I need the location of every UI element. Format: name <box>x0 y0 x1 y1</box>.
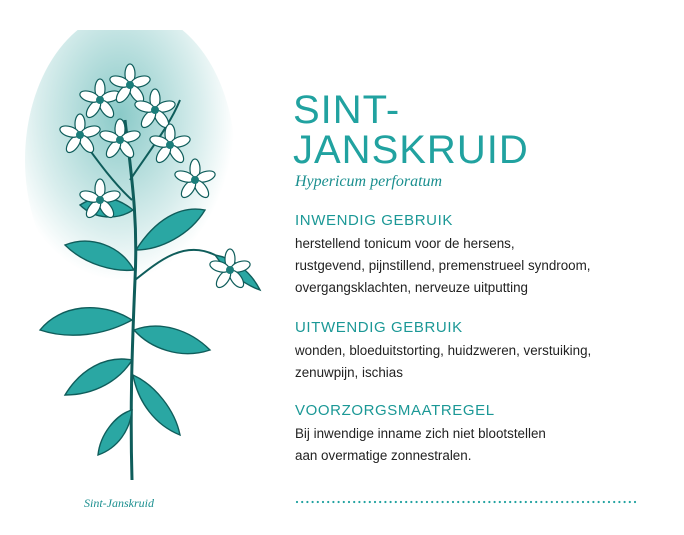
section-internal-use <box>295 212 665 299</box>
title-line-2: JANSKRUID <box>293 128 529 172</box>
dotted-divider <box>295 498 641 506</box>
text-line: zenuwpijn, ischias <box>295 365 403 380</box>
section-precaution <box>295 402 665 467</box>
title-line-1: SINT- <box>293 88 401 132</box>
text-line: overgangsklachten, nerveuze uitputting <box>295 280 529 295</box>
text-line: aan overmatige zonnestralen. <box>295 448 472 463</box>
section-text <box>295 340 665 384</box>
illustration-caption: Sint-Janskruid <box>84 496 154 510</box>
st-johns-wort-illustration <box>20 30 270 485</box>
section-heading: INWENDIG GEBRUIK <box>295 212 453 229</box>
section-heading: VOORZORGSMAATREGEL <box>295 402 495 419</box>
latin-name: Hypericum perforatum <box>295 173 443 190</box>
section-external-use <box>295 319 665 384</box>
text-line: Bij inwendige inname zich niet blootstellen <box>295 426 546 441</box>
section-heading: UITWENDIG GEBRUIK <box>295 319 463 336</box>
text-line: rustgevend, pijnstillend, premenstrueel syndroom, <box>295 258 591 273</box>
page-title <box>293 90 529 170</box>
text-line: herstellend tonicum voor de hersens, <box>295 236 515 251</box>
section-text <box>295 233 665 299</box>
text-line: wonden, bloeduitstorting, huidzweren, verstuiking, <box>295 343 592 358</box>
section-text <box>295 423 665 467</box>
